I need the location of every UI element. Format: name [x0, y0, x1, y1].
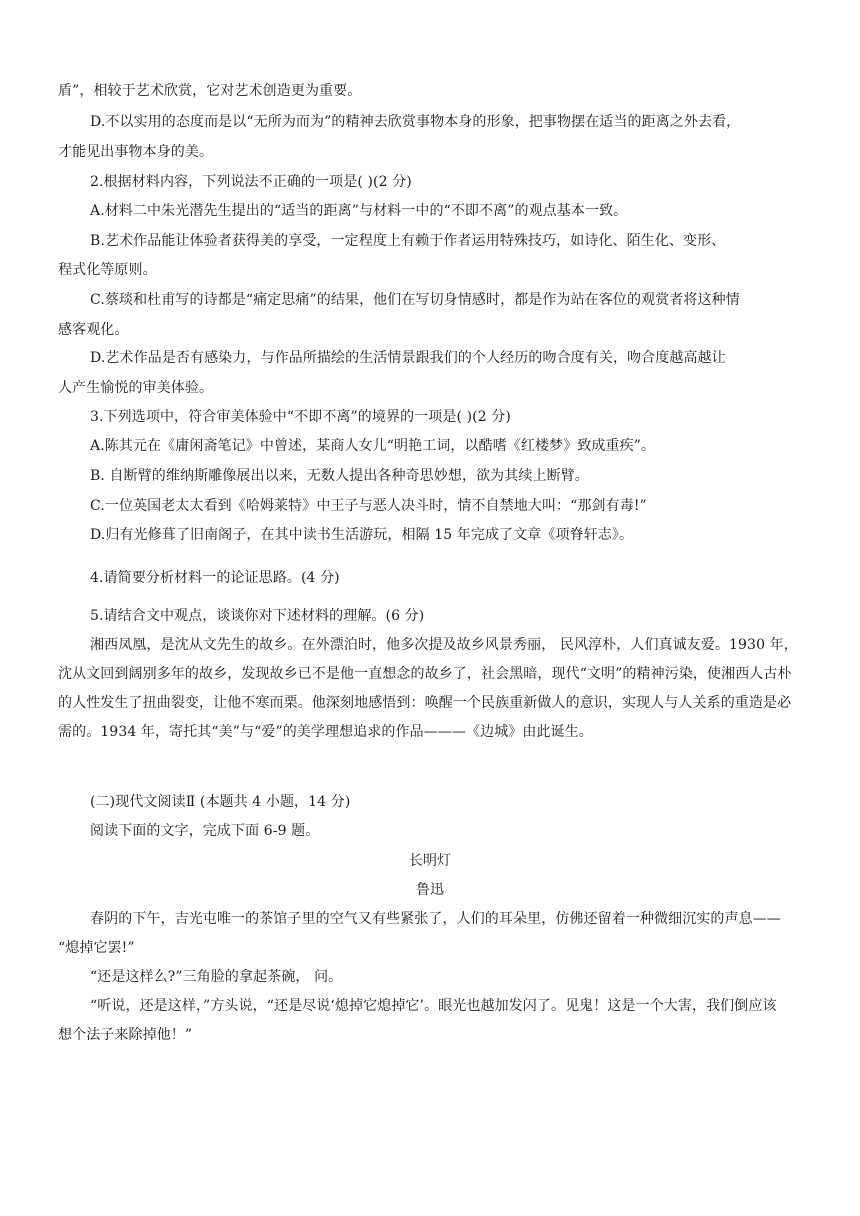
q2-option-b-line2: 程式化等原则。 [58, 262, 157, 278]
q3-stem: 3.下列选项中，符合审美体验中“不即不离”的境界的一项是( )(2 分) [90, 409, 511, 425]
q3-option-b: B. 自断臂的维纳斯雕像展出以来，无数人提出各种奇思妙想，欲为其续上断臂。 [90, 468, 589, 484]
q3-option-c: C.一位英国老太太看到《哈姆莱特》中王子与恶人决斗时，情不自禁地大叫：“那剑有毒!” [90, 498, 647, 514]
q5-material-line2: 沈从文回到阔别多年的故乡，发现故乡已不是他一直想念的故乡了，社会黑暗，现代“文明”的精神污染，使湘西人古朴 [58, 666, 792, 682]
passage-para3-line1: “听说，还是这样，”方头说，“还是尽说‘熄掉它熄掉它’。眼光也越加发闪了。见鬼！这是一个大害，我们倒应该 [90, 998, 777, 1014]
section2-instruction: 阅读下面的文字，完成下面 6-9 题。 [90, 823, 320, 839]
passage-para2: “还是这样么?”三角脸的拿起茶碗， 问。 [90, 969, 343, 985]
q2-option-c-line1: C.蔡琰和杜甫写的诗都是“痛定思痛”的结果，他们在写切身情感时，都是作为站在客位的观赏者将这种情 [90, 292, 740, 308]
q2-option-b-line1: B.艺术作品能让体验者获得美的享受，一定程度上有赖于作者运用特殊技巧，如诗化、陌生化、变形、 [90, 233, 726, 249]
q1-option-d-line1: D.不以实用的态度而是以“无所为而为”的精神去欣赏事物本身的形象，把事物摆在适当的距离之外去看， [90, 114, 741, 130]
q2-stem: 2.根据材料内容，下列说法不正确的一项是( )(2 分) [90, 174, 412, 190]
passage-para3-line2: 想个法子来除掉他！” [58, 1027, 193, 1043]
q3-option-d: D.归有光修葺了旧南阁子，在其中读书生活游玩，相隔 15 年完成了文章《项脊轩志》。 [90, 527, 634, 543]
passage-para1-line1: 春阴的下午，吉光屯唯一的茶馆子里的空气又有些紧张了，人们的耳朵里，仿佛还留着一种微细沉实的声息—— [90, 911, 781, 927]
q3-option-a: A.陈其元在《庸闲斋笔记》中曾述，某商人女儿“明艳工词，以酷嗜《红楼梦》致成重疾”。 [90, 438, 656, 454]
q5-stem: 5.请结合文中观点，谈谈你对下述材料的理解。(6 分) [90, 608, 425, 624]
section2-heading: (二)现代文阅读Ⅱ (本题共 4 小题，14 分) [90, 794, 351, 810]
q1-option-d-line2: 才能见出事物本身的美。 [58, 144, 214, 160]
q2-option-a: A.材料二中朱光潜先生提出的“适当的距离”与材料一中的“不即不离”的观点基本一致。 [90, 203, 628, 219]
q4-stem: 4.请简要分析材料一的论证思路。(4 分) [90, 570, 340, 586]
passage-title: 长明灯 [408, 853, 452, 869]
q5-material-line3: 的人性发生了扭曲裂变，让他不寒而栗。他深刻地感悟到：唤醒一个民族重新做人的意识，实现人与人关系的重造是必 [58, 695, 792, 711]
q2-option-d-line1: D.艺术作品是否有感染力，与作品所描绘的生活情景跟我们的个人经历的吻合度有关，吻合度越高越让 [90, 350, 726, 366]
q2-option-d-line2: 人产生愉悦的审美体验。 [58, 380, 214, 396]
q5-material-line1: 湘西凤凰，是沈从文先生的故乡。在外漂泊时，他多次提及故乡风景秀丽， 民风淳朴，人们真诚友爱。1930 年， [90, 637, 798, 653]
passage-para1-line2: “熄掉它罢!” [58, 940, 135, 956]
q5-material-line4: 需的。1934 年，寄托其“美”与“爱”的美学理想追求的作品———《边城》由此诞生。 [58, 724, 593, 740]
passage-author: 鲁迅 [415, 882, 445, 898]
q1-option-c-tail: 盾”，相较于艺术欣赏，它对艺术创造更为重要。 [58, 83, 362, 99]
q2-option-c-line2: 感客观化。 [58, 322, 129, 338]
